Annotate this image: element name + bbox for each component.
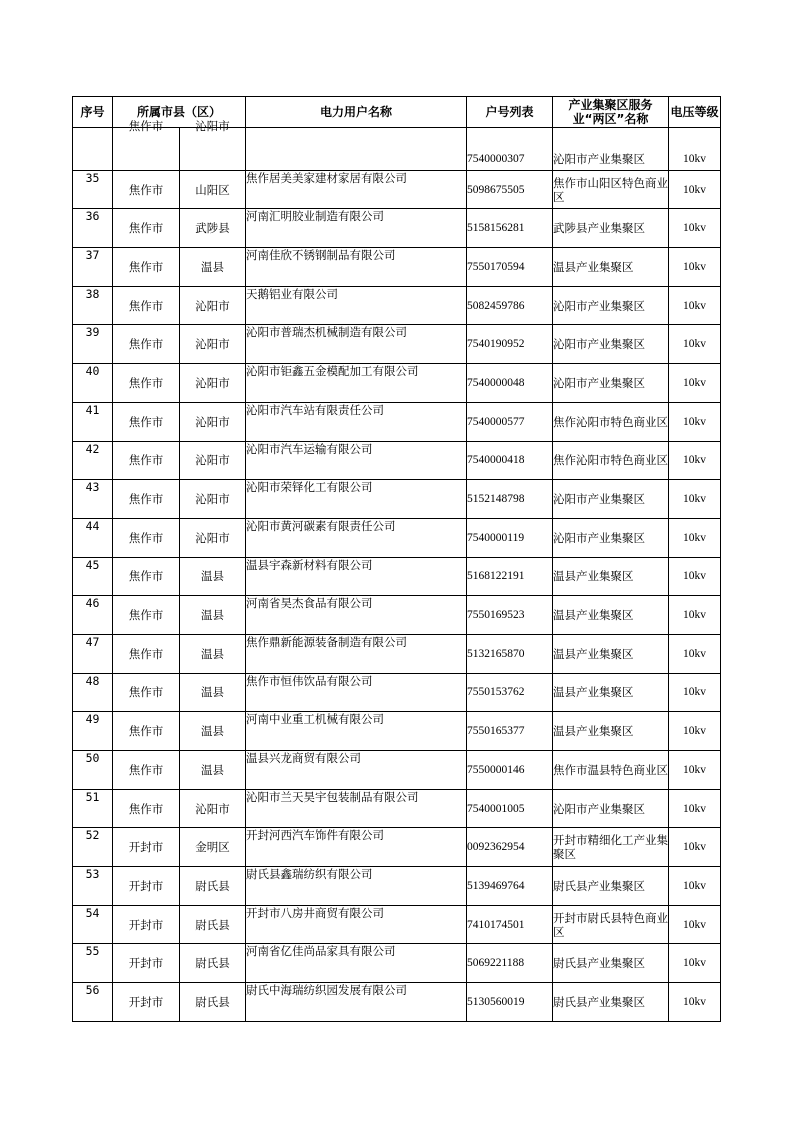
cell-user-name xyxy=(246,128,467,171)
cell-zone: 沁阳市产业集聚区 xyxy=(553,480,669,519)
cell-user-name: 焦作市恒伟饮品有限公司 xyxy=(246,673,467,712)
cell-county: 尉氏县 xyxy=(180,983,246,1022)
header-city-county: 所属市县（区） xyxy=(113,97,246,128)
cell-city: 焦作市 xyxy=(113,518,180,557)
cell-zone: 开封市精细化工产业集聚区 xyxy=(553,828,669,867)
cell-user-name: 温县兴龙商贸有限公司 xyxy=(246,751,467,790)
cell-no: 45 xyxy=(73,557,113,596)
cell-city: 焦作市 xyxy=(113,480,180,519)
cell-county: 温县 xyxy=(180,557,246,596)
cell-voltage: 10kv xyxy=(669,983,721,1022)
cell-county: 沁阳市 xyxy=(180,441,246,480)
cell-county: 沁阳市 xyxy=(180,325,246,364)
cell-no: 49 xyxy=(73,712,113,751)
table-row xyxy=(73,634,721,673)
cell-account: 7540000307 xyxy=(467,128,553,171)
header-no: 序号 xyxy=(73,97,113,128)
cell-user-name: 沁阳市钜鑫五金模配加工有限公司 xyxy=(246,364,467,403)
cell-no: 48 xyxy=(73,673,113,712)
cell-account: 7540000048 xyxy=(467,364,553,403)
cell-user-name: 沁阳市普瑞杰机械制造有限公司 xyxy=(246,325,467,364)
cell-county: 沁阳市 xyxy=(180,480,246,519)
cell-no: 41 xyxy=(73,402,113,441)
cell-no: 36 xyxy=(73,209,113,248)
continued-row xyxy=(73,128,721,171)
cell-zone: 开封市尉氏县特色商业区 xyxy=(553,905,669,944)
cell-user-name: 沁阳市兰天昊宇包装制品有限公司 xyxy=(246,789,467,828)
cell-account: 5082459786 xyxy=(467,286,553,325)
cell-zone: 温县产业集聚区 xyxy=(553,712,669,751)
table-row xyxy=(73,402,721,441)
cell-voltage: 10kv xyxy=(669,905,721,944)
cell-voltage: 10kv xyxy=(669,789,721,828)
cell-city: 开封市 xyxy=(113,944,180,983)
cell-account: 7550169523 xyxy=(467,596,553,635)
cell-user-name: 温县宇森新材料有限公司 xyxy=(246,557,467,596)
table-row xyxy=(73,170,721,209)
cell-user-name: 沁阳市汽车站有限责任公司 xyxy=(246,402,467,441)
table-row xyxy=(73,828,721,867)
cell-voltage: 10kv xyxy=(669,402,721,441)
cell-zone: 焦作沁阳市特色商业区 xyxy=(553,441,669,480)
cell-voltage: 10kv xyxy=(669,209,721,248)
cell-user-name: 河南省亿佳尚品家具有限公司 xyxy=(246,944,467,983)
cell-zone: 武陟县产业集聚区 xyxy=(553,209,669,248)
cell-account: 7540000418 xyxy=(467,441,553,480)
cell-zone: 焦作市温县特色商业区 xyxy=(553,751,669,790)
cell-account: 0092362954 xyxy=(467,828,553,867)
cell-no: 38 xyxy=(73,286,113,325)
cell-county: 山阳区 xyxy=(180,170,246,209)
cell-city: 焦作市 xyxy=(113,751,180,790)
cell-county: 温县 xyxy=(180,673,246,712)
cell-voltage: 10kv xyxy=(669,518,721,557)
cell-city: 焦作市 xyxy=(113,712,180,751)
cell-city: 焦作市 xyxy=(113,209,180,248)
cell-account: 5139469764 xyxy=(467,867,553,906)
cell-city: 焦作市 xyxy=(113,402,180,441)
cell-city: 焦作市 xyxy=(113,789,180,828)
cell-user-name: 河南中业重工机械有限公司 xyxy=(246,712,467,751)
cell-no: 37 xyxy=(73,248,113,287)
table-row xyxy=(73,867,721,906)
cell-no: 40 xyxy=(73,364,113,403)
cell-user-name: 天鹅铝业有限公司 xyxy=(246,286,467,325)
cell-county: 沁阳市 xyxy=(180,789,246,828)
table-row xyxy=(73,209,721,248)
table-row xyxy=(73,983,721,1022)
table-row xyxy=(73,944,721,983)
cell-user-name: 沁阳市汽车运输有限公司 xyxy=(246,441,467,480)
cell-account: 7410174501 xyxy=(467,905,553,944)
cell-account: 5158156281 xyxy=(467,209,553,248)
table-row xyxy=(73,751,721,790)
cell-account: 7550000146 xyxy=(467,751,553,790)
cell-account: 7550153762 xyxy=(467,673,553,712)
table-row xyxy=(73,712,721,751)
cell-no: 44 xyxy=(73,518,113,557)
table-row xyxy=(73,364,721,403)
table-row xyxy=(73,248,721,287)
cell-account: 5069221188 xyxy=(467,944,553,983)
cell-county: 沁阳市 xyxy=(180,402,246,441)
cell-voltage: 10kv xyxy=(669,828,721,867)
cell-county: 温县 xyxy=(180,751,246,790)
cell-city: 焦作市 xyxy=(113,128,180,171)
cell-no: 54 xyxy=(73,905,113,944)
cell-zone: 温县产业集聚区 xyxy=(553,673,669,712)
cell-voltage: 10kv xyxy=(669,286,721,325)
cell-user-name: 河南省昊杰食品有限公司 xyxy=(246,596,467,635)
cell-voltage: 10kv xyxy=(669,128,721,171)
cell-county: 沁阳市 xyxy=(180,364,246,403)
table-row xyxy=(73,480,721,519)
cell-account: 7540000119 xyxy=(467,518,553,557)
table-row xyxy=(73,905,721,944)
cell-city: 焦作市 xyxy=(113,248,180,287)
cell-county: 武陟县 xyxy=(180,209,246,248)
cell-user-name: 沁阳市荣铎化工有限公司 xyxy=(246,480,467,519)
cell-zone: 尉氏县产业集聚区 xyxy=(553,867,669,906)
table-row xyxy=(73,518,721,557)
table-row xyxy=(73,286,721,325)
cell-voltage: 10kv xyxy=(669,867,721,906)
cell-user-name: 河南汇明胶业制造有限公司 xyxy=(246,209,467,248)
cell-voltage: 10kv xyxy=(669,441,721,480)
cell-voltage: 10kv xyxy=(669,596,721,635)
cell-zone: 沁阳市产业集聚区 xyxy=(553,128,669,171)
cell-account: 5098675505 xyxy=(467,170,553,209)
cell-city: 焦作市 xyxy=(113,286,180,325)
table-row xyxy=(73,673,721,712)
cell-zone: 温县产业集聚区 xyxy=(553,596,669,635)
cell-no: 42 xyxy=(73,441,113,480)
cell-zone: 沁阳市产业集聚区 xyxy=(553,286,669,325)
cell-user-name: 开封市八房井商贸有限公司 xyxy=(246,905,467,944)
header-user-name: 电力用户名称 xyxy=(246,97,467,128)
cell-voltage: 10kv xyxy=(669,944,721,983)
power-user-table xyxy=(72,96,721,1022)
cell-county: 温县 xyxy=(180,634,246,673)
cell-voltage: 10kv xyxy=(669,712,721,751)
cell-user-name: 尉氏中海瑞纺织园发展有限公司 xyxy=(246,983,467,1022)
cell-account: 7540190952 xyxy=(467,325,553,364)
cell-county: 金明区 xyxy=(180,828,246,867)
cell-zone: 尉氏县产业集聚区 xyxy=(553,944,669,983)
cell-voltage: 10kv xyxy=(669,634,721,673)
cell-zone: 沁阳市产业集聚区 xyxy=(553,325,669,364)
cell-voltage: 10kv xyxy=(669,248,721,287)
cell-zone: 温县产业集聚区 xyxy=(553,248,669,287)
cell-account: 7540001005 xyxy=(467,789,553,828)
cell-account: 5168122191 xyxy=(467,557,553,596)
table-row xyxy=(73,557,721,596)
cell-user-name: 焦作居美美家建材家居有限公司 xyxy=(246,170,467,209)
cell-user-name: 尉氏县鑫瑞纺织有限公司 xyxy=(246,867,467,906)
table-row xyxy=(73,789,721,828)
cell-county: 沁阳市 xyxy=(180,128,246,171)
cell-city: 开封市 xyxy=(113,983,180,1022)
header-voltage: 电压等级 xyxy=(669,97,721,128)
cell-no: 47 xyxy=(73,634,113,673)
cell-voltage: 10kv xyxy=(669,751,721,790)
cell-no xyxy=(73,128,113,171)
cell-zone: 焦作沁阳市特色商业区 xyxy=(553,402,669,441)
cell-voltage: 10kv xyxy=(669,557,721,596)
cell-city: 焦作市 xyxy=(113,170,180,209)
cell-county: 尉氏县 xyxy=(180,867,246,906)
table-row xyxy=(73,325,721,364)
cell-user-name: 沁阳市黄河碳素有限责任公司 xyxy=(246,518,467,557)
cell-no: 50 xyxy=(73,751,113,790)
cell-no: 52 xyxy=(73,828,113,867)
cell-voltage: 10kv xyxy=(669,325,721,364)
cell-account: 5130560019 xyxy=(467,983,553,1022)
cell-county: 温县 xyxy=(180,596,246,635)
cell-account: 7550170594 xyxy=(467,248,553,287)
cell-voltage: 10kv xyxy=(669,673,721,712)
cell-city: 焦作市 xyxy=(113,634,180,673)
cell-county: 沁阳市 xyxy=(180,518,246,557)
cell-voltage: 10kv xyxy=(669,364,721,403)
cell-no: 39 xyxy=(73,325,113,364)
cell-no: 51 xyxy=(73,789,113,828)
cell-no: 35 xyxy=(73,170,113,209)
cell-zone: 沁阳市产业集聚区 xyxy=(553,789,669,828)
cell-account: 7540000577 xyxy=(467,402,553,441)
table-row xyxy=(73,441,721,480)
cell-account: 5132165870 xyxy=(467,634,553,673)
cell-user-name: 焦作鼎新能源装备制造有限公司 xyxy=(246,634,467,673)
header-zone: 产业集聚区服务业“两区”名称 xyxy=(553,97,669,128)
cell-no: 53 xyxy=(73,867,113,906)
cell-city: 焦作市 xyxy=(113,364,180,403)
cell-user-name: 开封河西汽车饰件有限公司 xyxy=(246,828,467,867)
cell-city: 焦作市 xyxy=(113,596,180,635)
cell-account: 7550165377 xyxy=(467,712,553,751)
cell-no: 43 xyxy=(73,480,113,519)
cell-county: 尉氏县 xyxy=(180,944,246,983)
cell-no: 55 xyxy=(73,944,113,983)
cell-voltage: 10kv xyxy=(669,480,721,519)
cell-city: 开封市 xyxy=(113,905,180,944)
cell-city: 焦作市 xyxy=(113,557,180,596)
cell-user-name: 河南佳欣不锈钢制品有限公司 xyxy=(246,248,467,287)
cell-city: 开封市 xyxy=(113,828,180,867)
cell-city: 焦作市 xyxy=(113,441,180,480)
cell-city: 焦作市 xyxy=(113,325,180,364)
cell-city: 焦作市 xyxy=(113,673,180,712)
cell-county: 温县 xyxy=(180,712,246,751)
cell-zone: 焦作市山阳区特色商业区 xyxy=(553,170,669,209)
cell-zone: 沁阳市产业集聚区 xyxy=(553,518,669,557)
cell-zone: 温县产业集聚区 xyxy=(553,557,669,596)
cell-county: 尉氏县 xyxy=(180,905,246,944)
cell-no: 56 xyxy=(73,983,113,1022)
cell-voltage: 10kv xyxy=(669,170,721,209)
cell-zone: 沁阳市产业集聚区 xyxy=(553,364,669,403)
table-row xyxy=(73,596,721,635)
header-account: 户号列表 xyxy=(467,97,553,128)
cell-county: 沁阳市 xyxy=(180,286,246,325)
cell-account: 5152148798 xyxy=(467,480,553,519)
cell-city: 开封市 xyxy=(113,867,180,906)
cell-county: 温县 xyxy=(180,248,246,287)
cell-zone: 温县产业集聚区 xyxy=(553,634,669,673)
cell-no: 46 xyxy=(73,596,113,635)
cell-zone: 尉氏县产业集聚区 xyxy=(553,983,669,1022)
